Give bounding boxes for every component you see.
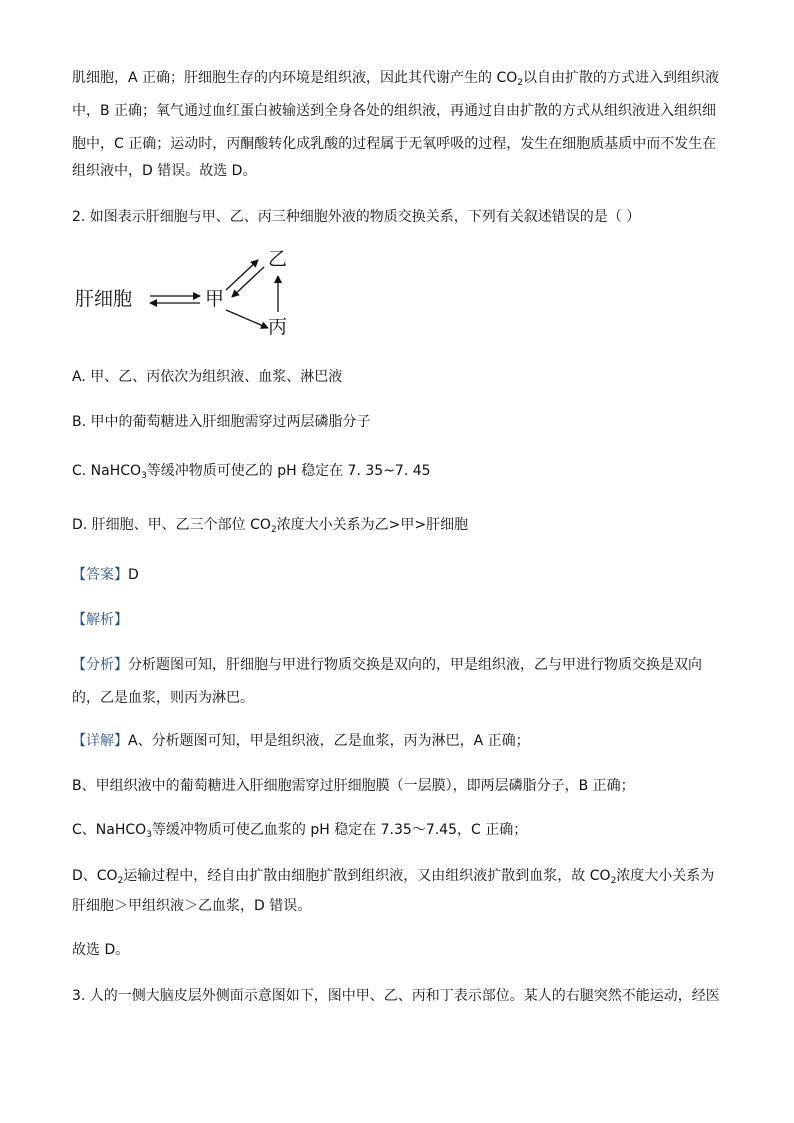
text-line: 中，B 正确；氧气通过血红蛋白被输送到全身各处的组织液，再通过自由扩散的方式从组织液进入组织细 — [72, 103, 717, 119]
exchange-diagram — [72, 248, 312, 340]
answer-tag: 【答案】 — [72, 567, 128, 583]
answer-value: D — [128, 567, 139, 583]
text-line: 组织液中，D 错误。故选 D。 — [72, 163, 257, 179]
option-a: A. 甲、乙、丙依次为组织液、血浆、淋巴液 — [72, 369, 343, 385]
option-d: D. 肝细胞、甲、乙三个部位 $CO_2$浓度大小关系为乙>甲>肝细胞 — [72, 517, 469, 535]
conclusion: 故选 D。 — [72, 942, 130, 958]
detail-line-d2: 肝细胞＞甲组织液＞乙血浆，D 错误。 — [72, 898, 312, 914]
option-c: C. NaHCO$_3$等缓冲物质可使乙的 pH 稳定在 7. 35~7. 45 — [72, 463, 431, 481]
label-yi: 乙 — [268, 248, 288, 270]
arrow-jia-to-bing — [226, 310, 268, 328]
text-line: 肌细胞，A 正确；肝细胞生存的内环境是组织液，因此其代谢产生的 $CO_2$以自由扩散的方式进入到组织液 — [72, 70, 720, 88]
fenxi-line-1: 【分析】分析题图可知，肝细胞与甲进行物质交换是双向的，甲是组织液，乙与甲进行物质交换是双向 — [72, 657, 702, 673]
label-liver-cell: 肝细胞 — [75, 288, 133, 310]
label-jia: 甲 — [205, 288, 225, 310]
question-stem: 2. 如图表示肝细胞与甲、乙、丙三种细胞外液的物质交换关系，下列有关叙述错误的是（ ） — [72, 209, 641, 225]
detail-line-a: 【详解】A、分析题图可知，甲是组织液，乙是血浆，丙为淋巴，A 正确； — [72, 733, 530, 749]
option-b: B. 甲中的葡萄糖进入肝细胞需穿过两层磷脂分子 — [72, 414, 371, 430]
detail-line-d: D、$CO_2$运输过程中，经自由扩散由细胞扩散到组织液，又由组织液扩散到血浆，故 $CO_2$浓度大小关系为 — [72, 868, 715, 886]
analysis-heading: 【解析】 — [72, 612, 128, 628]
detail-line-c: C、NaHCO$_3$等缓冲物质可使乙血浆的 pH 稳定在 7.35～7.45，C 正确； — [72, 822, 528, 840]
answer-line — [72, 565, 732, 585]
label-bing: 丙 — [268, 316, 288, 338]
arrow-yi-to-jia — [232, 267, 264, 297]
fenxi-line-2: 的，乙是血浆，则丙为淋巴。 — [72, 690, 254, 706]
arrow-jia-to-yi — [226, 260, 258, 290]
question-3-stem: 3. 人的一侧大脑皮层外侧面示意图如下，图中甲、乙、丙和丁表示部位。某人的右腿突然不能运动，经医 — [72, 988, 720, 1004]
detail-line-b: B、甲组织液中的葡萄糖进入肝细胞需穿过肝细胞膜（一层膜），即两层磷脂分子，B 正确； — [72, 778, 635, 794]
text-line: 胞中，C 正确；运动时，丙酮酸转化成乳酸的过程属于无氧呼吸的过程，发生在细胞质基质中而不发生在 — [72, 136, 717, 152]
